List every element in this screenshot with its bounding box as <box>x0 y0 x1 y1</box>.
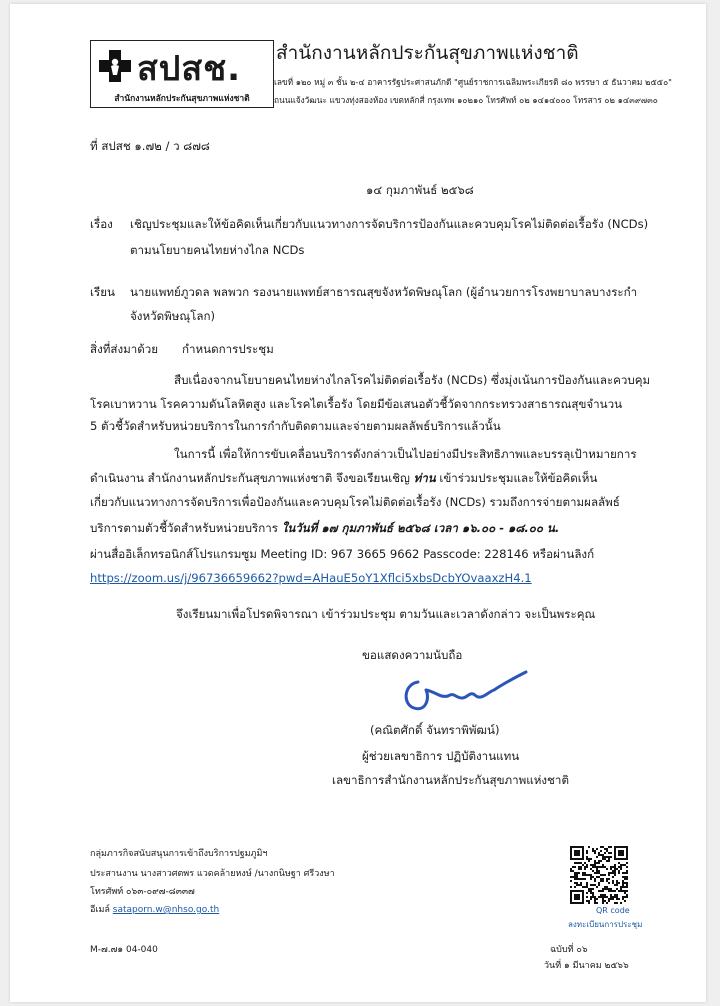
logo-text: สปสช. <box>137 49 242 89</box>
para1-line1: สืบเนื่องจากนโยบายคนไทยห่างไกลโรคไม่ติดต่อเรื้อรัง (NCDs) ซึ่งมุ่งเน้นการป้องกันและควบคุม <box>174 373 651 387</box>
para2-invitee: ท่าน <box>413 471 436 485</box>
nhso-logo <box>90 40 274 108</box>
subject-line1: เชิญประชุมและให้ข้อคิดเห็นเกี่ยวกับแนวทางการจัดบริการป้องกันและควบคุมโรคไม่ติดต่อเรื้อรัง (NCDs) <box>130 217 649 231</box>
effective-date: วันที่ ๑ มีนาคม ๒๕๖๖ <box>544 961 629 971</box>
document-number: ที่ สปสช ๑.๗๒ / ว ๘๗๘ <box>90 139 210 153</box>
document-date: ๑๔ กุมภาพันธ์ ๒๕๖๘ <box>366 183 474 197</box>
closing-request: จึงเรียนมาเพื่อโปรดพิจารณา เข้าร่วมประชุม ตามวันและเวลาดังกล่าว จะเป็นพระคุณ <box>176 607 596 621</box>
recipient-label: เรียน <box>90 285 115 299</box>
footer-department: กลุ่มภารกิจสนับสนุนการเข้าถึงบริการปฐมภูมิฯ <box>90 849 268 859</box>
org-address-line1: เลขที่ ๑๒๐ หมู่ ๓ ชั้น ๒-๔ อาคารรัฐประศาสนภักดี "ศูนย์ราชการเฉลิมพระเกียรติ ๘๐ พรรษา ๕ ธันวาคม ๒๕๕๐" <box>274 77 672 87</box>
signatory-name: (คณิตศักดิ์ จันทราพิพัฒน์) <box>370 723 500 737</box>
footer-email-label: อีเมล์ <box>90 905 113 915</box>
para1-line2: โรคเบาหวาน โรคความดันโลหิตสูง และโรคไตเรื้อรัง โดยมีข้อเสนอตัวชี้วัดจากกระทรวงสาธารณสุขจำนวน <box>90 397 623 411</box>
footer-email-link[interactable]: sataporn.w@nhso.go.th <box>112 905 220 915</box>
para2-line4 <box>90 520 559 538</box>
recipient-line1: นายแพทย์ภูวดล พลพวก รองนายแพทย์สาธารณสุขจังหวัดพิษณุโลก (ผู้อำนวยการโรงพยาบาลบางระกำ <box>130 285 638 299</box>
copy-number: ฉบับที่ ๐๖ <box>550 945 588 955</box>
para2-line5: ผ่านสื่ออิเล็กทรอนิกส์โปรแกรมซูม Meeting ID: 967 3665 9662 Passcode: 228146 หรือผ่านลิงก์ <box>90 547 595 561</box>
enclosure-value: กำหนดการประชุม <box>182 342 274 356</box>
org-address-line2: ถนนแจ้งวัฒนะ แขวงทุ่งสองห้อง เขตหลักสี่ กรุงเทพ ๑๐๒๑๐ โทรศัพท์ ๐๒ ๑๔๑๔๐๐๐ โทรสาร ๐๒ ๑๔๓๙๗๓๐ <box>274 95 658 105</box>
para1-line3: 5 ตัวชี้วัดสำหรับหน่วยบริการในการกำกับติดตามและจ่ายตามผลลัพธ์บริการแล้วนั้น <box>90 419 501 433</box>
meeting-datetime: ในวันที่ ๑๗ กุมภาพันธ์ ๒๕๖๘ เวลา ๑๖.๐๐ - ๑๘.๐๐ น. <box>281 521 560 535</box>
para2-line3: เกี่ยวกับแนวทางการจัดบริการเพื่อป้องกันและควบคุมโรคไม่ติดต่อเรื้อรัง (NCDs) รวมถึงการจ่ายตามผลลัพธ์ <box>90 495 620 509</box>
signatory-position1: ผู้ช่วยเลขาธิการ ปฏิบัติงานแทน <box>362 749 520 763</box>
subject-line2: ตามนโยบายคนไทยห่างไกล NCDs <box>130 243 305 257</box>
enclosure-label: สิ่งที่ส่งมาด้วย <box>90 342 159 356</box>
footer-coordinator: ประสานงาน นางสาวศตพร แวดคล้ายหงษ์ /นางกนิษฐา ศรีวงษา <box>90 869 335 879</box>
zoom-link[interactable]: https://zoom.us/j/96736659662?pwd=AHauE5oY1Xflci5xbsDcbYOvaaxzH4.1 <box>90 571 532 585</box>
regards: ขอแสดงความนับถือ <box>362 648 463 662</box>
para2-line1: ในการนี้ เพื่อให้การขับเคลื่อนบริการดังกล่าวเป็นไปอย่างมีประสิทธิภาพและบรรลุเป้าหมายการ <box>174 447 637 461</box>
para2-line2-end: เข้าร่วมประชุมและให้ข้อคิดเห็น <box>435 471 598 485</box>
subject-label: เรื่อง <box>90 217 113 231</box>
signatory-position2: เลขาธิการสำนักงานหลักประกันสุขภาพแห่งชาติ <box>332 773 569 787</box>
para2-line2-start: ดำเนินงาน สำนักงานหลักประกันสุขภาพแห่งชาติ จึงขอเรียนเชิญ <box>90 471 414 485</box>
para2-line4-start: บริการตามตัวชี้วัดสำหรับหน่วยบริการ <box>90 521 282 535</box>
footer-phone: โทรศัพท์ ๐๖๓-๐๙๗-๘๓๓๗ <box>90 887 195 897</box>
signature-image <box>396 668 532 718</box>
org-name: สำนักงานหลักประกันสุขภาพแห่งชาติ <box>276 42 579 64</box>
letter-page <box>10 4 706 1002</box>
health-cross-icon <box>97 48 133 84</box>
form-code: M-๗.๗๑ 04-040 <box>90 945 158 955</box>
qr-label: QR code <box>596 906 630 915</box>
para2-line2 <box>90 470 597 488</box>
footer-email <box>90 902 219 916</box>
qr-caption: ลงทะเบียนการประชุม <box>568 920 643 929</box>
qr-code-icon[interactable] <box>570 846 628 904</box>
recipient-line2: จังหวัดพิษณุโลก) <box>130 309 216 323</box>
logo-subtitle: สำนักงานหลักประกันสุขภาพแห่งชาติ <box>114 94 250 104</box>
